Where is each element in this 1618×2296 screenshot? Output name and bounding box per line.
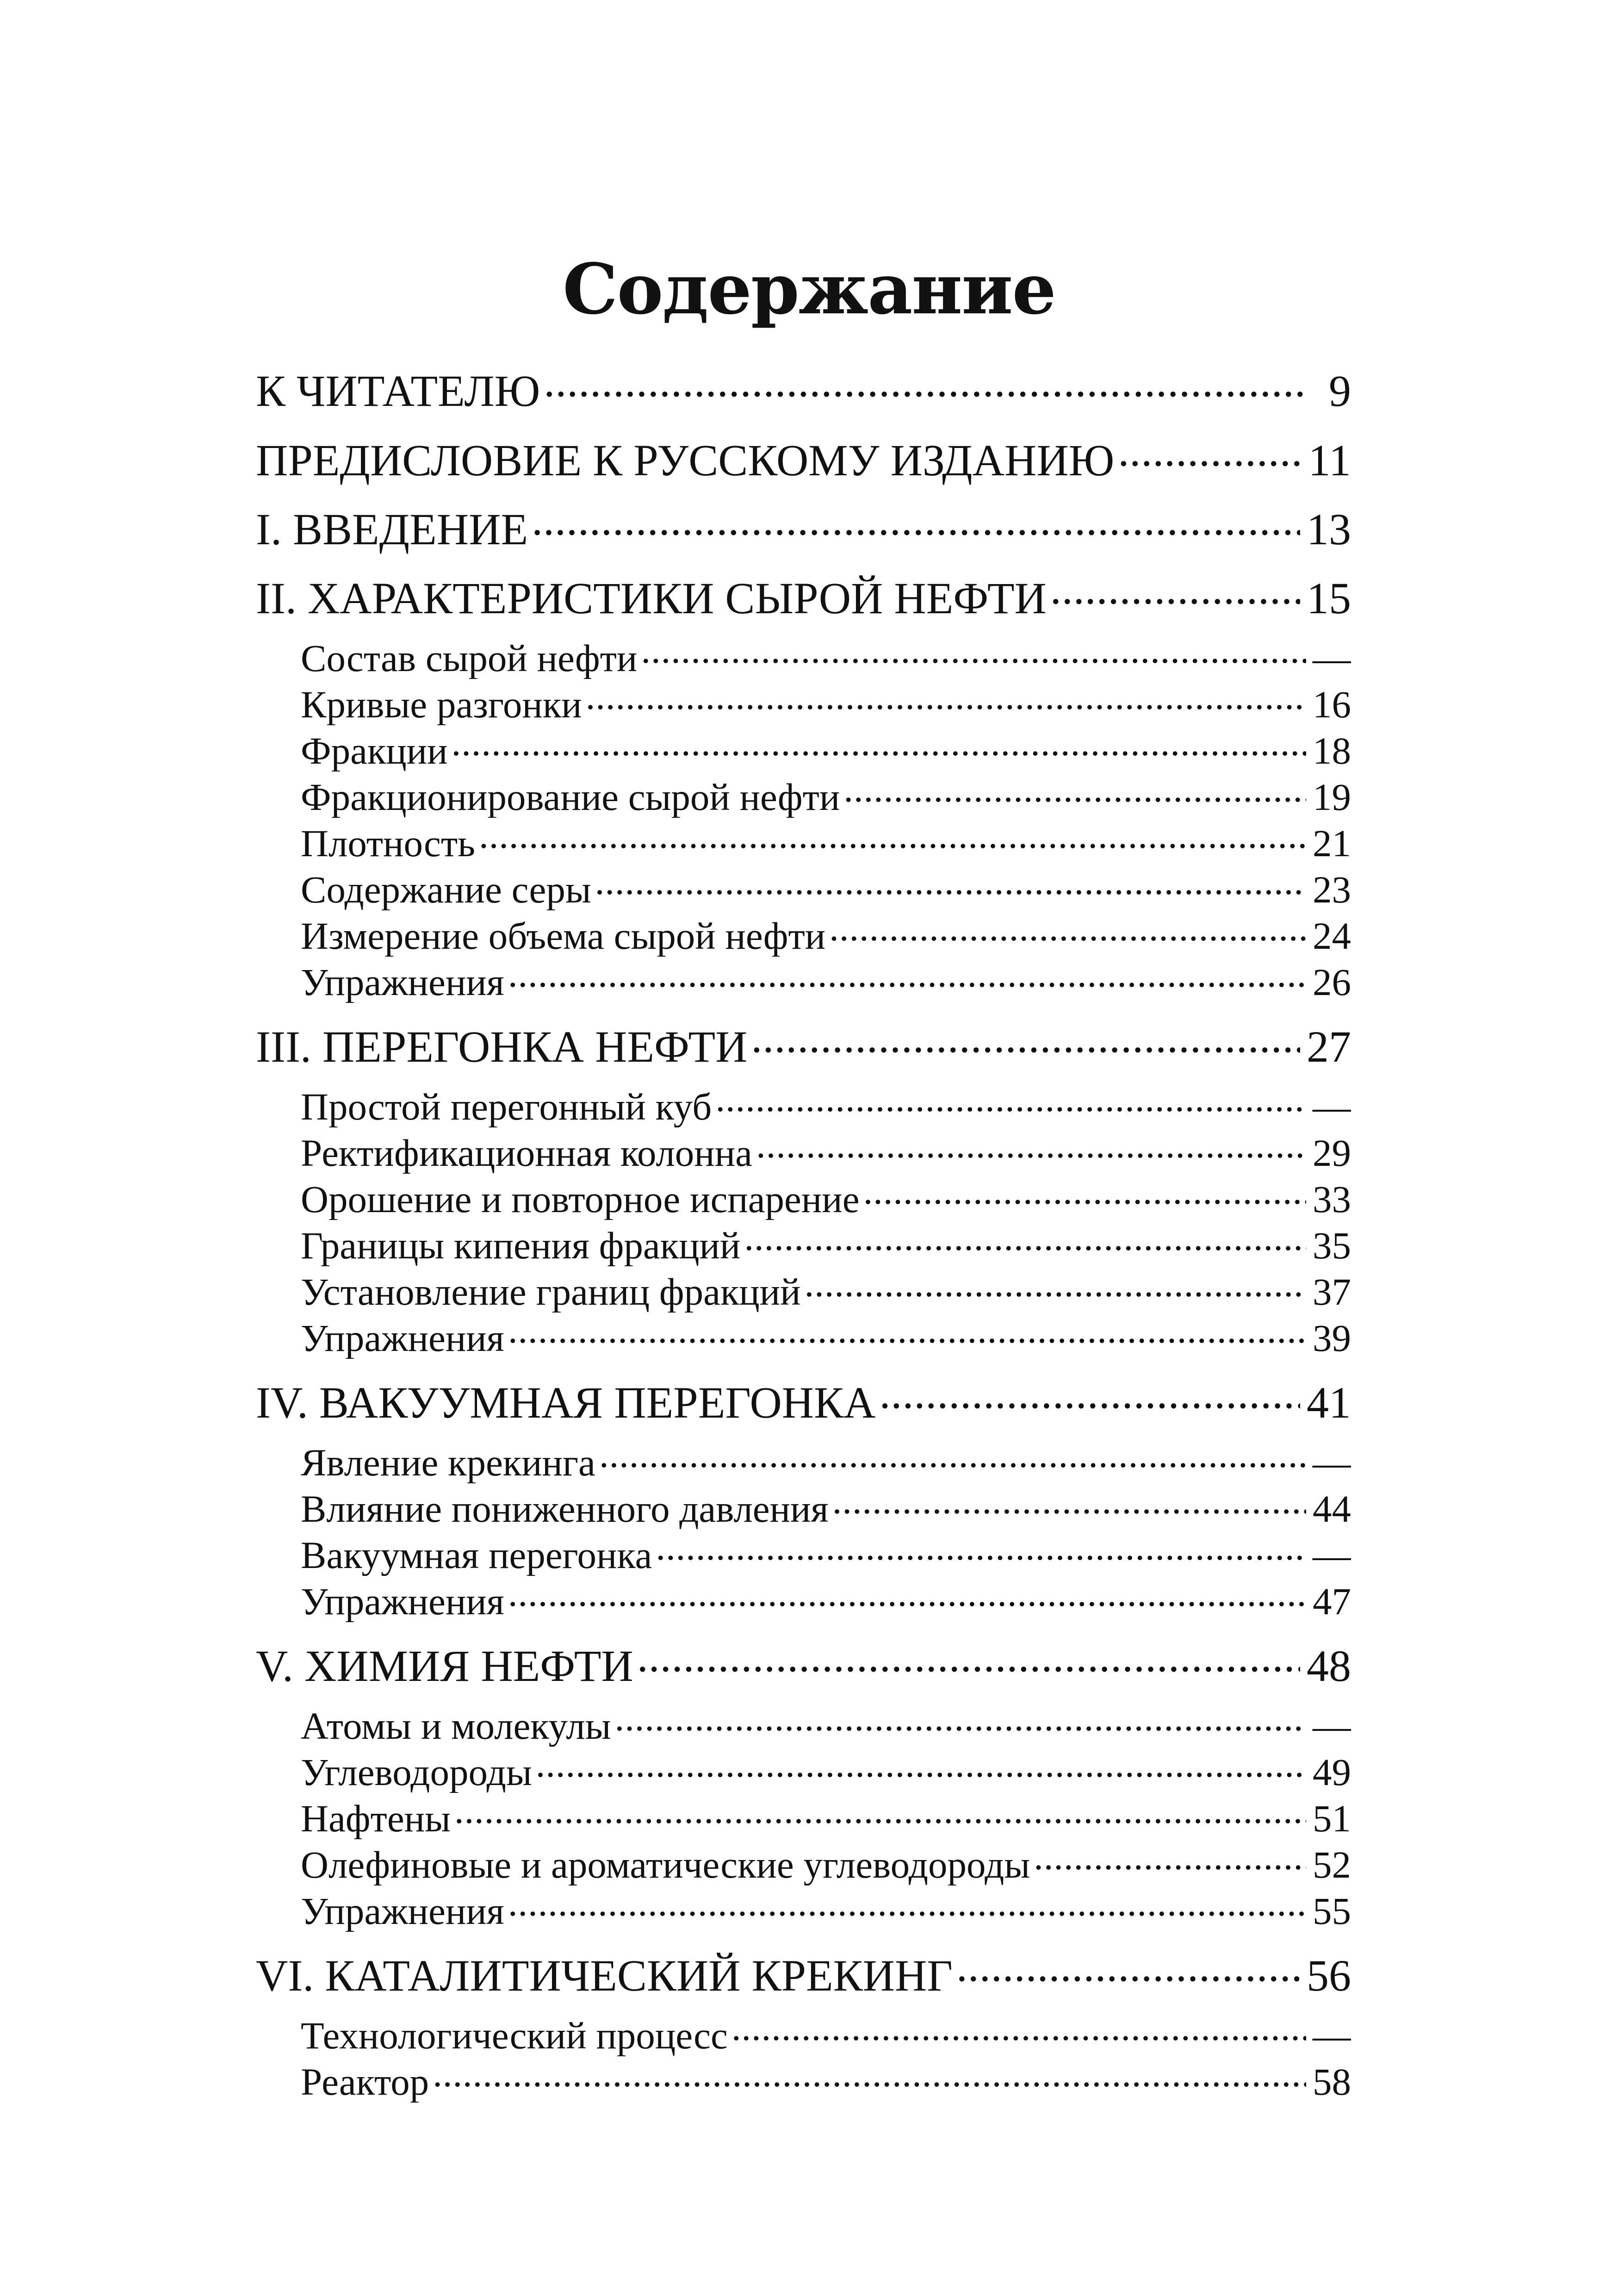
toc-entry-label: I. ВВЕДЕНИЕ bbox=[256, 504, 528, 554]
toc-page-number: 19 bbox=[1313, 776, 1351, 818]
toc-section-entry bbox=[256, 633, 1351, 679]
dot-leader bbox=[586, 679, 1306, 717]
toc-section-entry bbox=[256, 1313, 1351, 1359]
dot-leader bbox=[732, 2010, 1306, 2048]
dot-leader bbox=[863, 1174, 1306, 1212]
dot-leader bbox=[832, 1483, 1306, 1522]
toc-section-entry bbox=[256, 1174, 1351, 1220]
dot-leader bbox=[508, 1885, 1306, 1924]
dot-leader bbox=[595, 864, 1306, 902]
toc-page-number: 48 bbox=[1307, 1641, 1351, 1691]
toc-section-entry bbox=[256, 1127, 1351, 1174]
toc-entry-label: ПРЕДИСЛОВИЕ К РУССКОМУ ИЗДАНИЮ bbox=[256, 436, 1115, 485]
dot-leader bbox=[843, 772, 1306, 810]
toc-entry-label: Ректификационная колонна bbox=[301, 1132, 752, 1174]
dot-leader bbox=[1050, 569, 1300, 613]
toc-chapter-entry bbox=[256, 1012, 1351, 1081]
toc-page-number: 9 bbox=[1329, 366, 1351, 416]
toc-page-number: 37 bbox=[1313, 1270, 1351, 1313]
toc-entry-label: К ЧИТАТЕЛЮ bbox=[256, 366, 540, 416]
table-of-contents bbox=[256, 356, 1351, 2103]
toc-entry-label: Границы кипения фракций bbox=[301, 1224, 741, 1266]
dot-leader bbox=[744, 1220, 1306, 1258]
dot-leader bbox=[751, 1017, 1300, 1062]
dot-leader bbox=[508, 1313, 1306, 1351]
page-title: Содержание bbox=[563, 249, 1055, 330]
dot-leader bbox=[956, 1946, 1300, 1991]
dot-leader bbox=[829, 910, 1306, 949]
toc-chapter-entry bbox=[256, 356, 1351, 426]
toc-entry-label: Атомы и молекулы bbox=[301, 1705, 611, 1747]
toc-section-entry bbox=[256, 1437, 1351, 1483]
toc-entry-label: Упражнения bbox=[301, 1317, 504, 1359]
dot-leader bbox=[454, 1793, 1306, 1831]
toc-entry-label: Кривые разгонки bbox=[301, 683, 582, 725]
toc-entry-label: IV. ВАКУУМНАЯ ПЕРЕГОНКА bbox=[256, 1378, 876, 1427]
toc-entry-label: Углеводороды bbox=[301, 1751, 532, 1793]
toc-chapter-entry bbox=[256, 495, 1351, 564]
toc-page-number: 39 bbox=[1313, 1317, 1351, 1359]
toc-chapter-entry bbox=[256, 1941, 1351, 2010]
toc-entry-label: VI. КАТАЛИТИЧЕСКИЙ КРЕКИНГ bbox=[256, 1951, 953, 2000]
toc-entry-label: Нафтены bbox=[301, 1797, 451, 1839]
toc-entry-label: Установление границ фракций bbox=[301, 1270, 801, 1313]
toc-entry-label: Реактор bbox=[301, 2060, 429, 2103]
dot-leader bbox=[508, 1576, 1306, 1614]
toc-section-entry bbox=[256, 864, 1351, 910]
toc-page-number: 16 bbox=[1313, 683, 1351, 725]
toc-page-number: 15 bbox=[1307, 573, 1351, 623]
toc-section-entry bbox=[256, 1747, 1351, 1793]
toc-entry-label: Плотность bbox=[301, 822, 475, 864]
toc-entry-label: Упражнения bbox=[301, 1890, 504, 1932]
toc-section-entry bbox=[256, 1839, 1351, 1885]
dot-leader bbox=[805, 1266, 1306, 1305]
toc-entry-label: Технологический процесс bbox=[301, 2014, 728, 2056]
toc-page-number: — bbox=[1313, 1705, 1351, 1747]
toc-page-number: 58 bbox=[1313, 2060, 1351, 2103]
toc-entry-label: II. ХАРАКТЕРИСТИКИ СЫРОЙ НЕФТИ bbox=[256, 573, 1047, 623]
toc-page-number: — bbox=[1313, 637, 1351, 679]
toc-entry-label: Измерение объема сырой нефти bbox=[301, 915, 826, 957]
toc-section-entry bbox=[256, 1793, 1351, 1839]
toc-chapter-entry bbox=[256, 426, 1351, 495]
toc-section-entry bbox=[256, 679, 1351, 725]
toc-page-number: 13 bbox=[1307, 504, 1351, 554]
toc-entry-label: Фракции bbox=[301, 729, 448, 772]
dot-leader bbox=[641, 633, 1306, 671]
toc-page-number: 24 bbox=[1313, 915, 1351, 957]
toc-section-entry bbox=[256, 1220, 1351, 1266]
toc-section-entry bbox=[256, 910, 1351, 957]
toc-page-number: — bbox=[1313, 1085, 1351, 1127]
dot-leader bbox=[599, 1437, 1306, 1475]
toc-entry-label: Состав сырой нефти bbox=[301, 637, 638, 679]
toc-entry-label: Упражнения bbox=[301, 961, 504, 1003]
dot-leader bbox=[508, 957, 1306, 995]
toc-page-number: 52 bbox=[1313, 1843, 1351, 1885]
toc-section-entry bbox=[256, 1530, 1351, 1576]
toc-page-number: 47 bbox=[1313, 1580, 1351, 1622]
toc-section-entry bbox=[256, 2056, 1351, 2103]
toc-entry-label: Явление крекинга bbox=[301, 1441, 595, 1483]
toc-entry-label: Орошение и повторное испарение bbox=[301, 1178, 860, 1220]
toc-page-number: 51 bbox=[1313, 1797, 1351, 1839]
toc-entry-label: III. ПЕРЕГОНКА НЕФТИ bbox=[256, 1022, 748, 1071]
toc-page-number: — bbox=[1313, 1534, 1351, 1576]
toc-chapter-entry bbox=[256, 564, 1351, 633]
toc-page-number: 18 bbox=[1313, 729, 1351, 772]
toc-page-number: 56 bbox=[1307, 1951, 1351, 2000]
dot-leader bbox=[637, 1636, 1300, 1681]
toc-entry-label: Простой перегонный куб bbox=[301, 1085, 712, 1127]
dot-leader bbox=[1034, 1839, 1306, 1878]
toc-page-number: — bbox=[1313, 2014, 1351, 2056]
dot-leader bbox=[479, 818, 1306, 856]
toc-page-number: 55 bbox=[1313, 1890, 1351, 1932]
toc-entry-label: Влияние пониженного давления bbox=[301, 1487, 829, 1530]
toc-entry-label: Фракционирование сырой нефти bbox=[301, 776, 840, 818]
toc-section-entry bbox=[256, 1081, 1351, 1127]
toc-section-entry bbox=[256, 957, 1351, 1003]
toc-section-entry bbox=[256, 1700, 1351, 1747]
toc-page-number: 11 bbox=[1308, 436, 1351, 485]
toc-page-number: 35 bbox=[1313, 1224, 1351, 1266]
toc-entry-label: Вакуумная перегонка bbox=[301, 1534, 652, 1576]
toc-chapter-entry bbox=[256, 1368, 1351, 1437]
toc-section-entry bbox=[256, 1576, 1351, 1622]
toc-section-entry bbox=[256, 818, 1351, 864]
dot-leader bbox=[756, 1127, 1306, 1166]
dot-leader bbox=[433, 2056, 1306, 2095]
toc-page-number: 29 bbox=[1313, 1132, 1351, 1174]
dot-leader bbox=[614, 1700, 1306, 1739]
toc-page-number: 21 bbox=[1313, 822, 1351, 864]
toc-section-entry bbox=[256, 725, 1351, 772]
toc-page-number: 49 bbox=[1313, 1751, 1351, 1793]
toc-entry-label: Олефиновые и ароматические углеводороды bbox=[301, 1843, 1030, 1885]
toc-page-number: 41 bbox=[1307, 1378, 1351, 1427]
dot-leader bbox=[879, 1373, 1300, 1418]
toc-entry-label: Содержание серы bbox=[301, 868, 591, 910]
dot-leader bbox=[715, 1081, 1306, 1120]
toc-entry-label: V. ХИМИЯ НЕФТИ bbox=[256, 1641, 633, 1691]
toc-page-number: 44 bbox=[1313, 1487, 1351, 1530]
toc-page-number: — bbox=[1313, 1441, 1351, 1483]
dot-leader bbox=[532, 500, 1300, 544]
toc-chapter-entry bbox=[256, 1631, 1351, 1700]
dot-leader bbox=[1118, 431, 1302, 475]
toc-section-entry bbox=[256, 772, 1351, 818]
toc-page-number: 26 bbox=[1313, 961, 1351, 1003]
toc-section-entry bbox=[256, 1885, 1351, 1932]
toc-page-number: 27 bbox=[1307, 1022, 1351, 1071]
dot-leader bbox=[536, 1747, 1306, 1785]
toc-section-entry bbox=[256, 1266, 1351, 1313]
toc-section-entry bbox=[256, 1483, 1351, 1530]
dot-leader bbox=[544, 361, 1308, 406]
dot-leader bbox=[656, 1530, 1306, 1568]
toc-entry-label: Упражнения bbox=[301, 1580, 504, 1622]
toc-page-number: 23 bbox=[1313, 868, 1351, 910]
toc-page-number: 33 bbox=[1313, 1178, 1351, 1220]
dot-leader bbox=[452, 725, 1307, 764]
toc-section-entry bbox=[256, 2010, 1351, 2056]
